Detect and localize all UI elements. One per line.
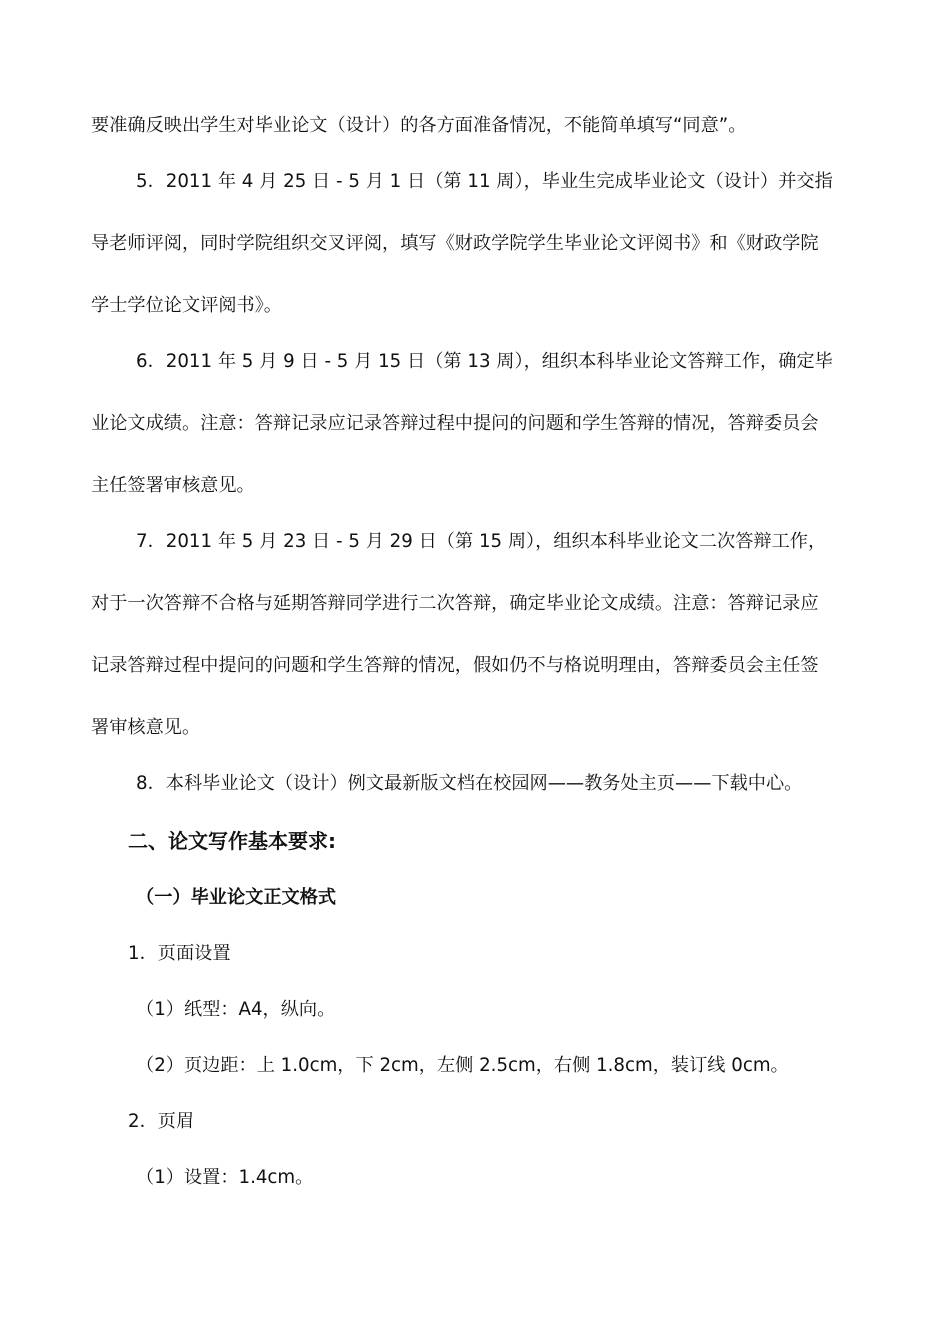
paragraph-6-line-2: 业论文成绩。注意：答辩记录应记录答辩过程中提问的问题和学生答辩的情况，答辩委员会 xyxy=(91,413,819,434)
paragraph-7-line-1: 7．2011 年 5 月 23 日 - 5 月 29 日（第 15 周），组织本科毕业论文二次答辩工作， xyxy=(136,531,827,552)
paragraph-6-line-3: 主任签署审核意见。 xyxy=(91,475,255,496)
paragraph-7-line-3: 记录答辩过程中提问的问题和学生答辩的情况，假如仍不与格说明理由，答辩委员会主任签 xyxy=(91,655,819,676)
item-margins: （2）页边距：上 1.0cm，下 2cm，左侧 2.5cm，右侧 1.8cm，装订线 0cm。 xyxy=(136,1055,789,1076)
item-paper-type: （1）纸型：A4，纵向。 xyxy=(136,999,336,1020)
item-page-setup-title: 1．页面设置 xyxy=(128,943,231,964)
paragraph-6-line-1: 6．2011 年 5 月 9 日 - 5 月 15 日（第 13 周），组织本科毕业论文答辩工作，确定毕 xyxy=(136,351,833,372)
paragraph-8: 8．本科毕业论文（设计）例文最新版文档在校园网——教务处主页——下载中心。 xyxy=(136,773,803,794)
section-heading: 二、论文写作基本要求: xyxy=(128,829,336,853)
subsection-heading: （一）毕业论文正文格式 xyxy=(136,887,337,908)
paragraph-7-line-4: 署审核意见。 xyxy=(91,717,201,738)
paragraph-4-tail: 要准确反映出学生对毕业论文（设计）的各方面准备情况，不能简单填写“同意”。 xyxy=(91,115,747,136)
item-header-title: 2．页眉 xyxy=(128,1111,195,1132)
paragraph-5-line-2: 导老师评阅，同时学院组织交叉评阅，填写《财政学院学生毕业论文评阅书》和《财政学院 xyxy=(91,233,819,254)
item-header-setting: （1）设置：1.4cm。 xyxy=(136,1167,314,1188)
paragraph-7-line-2: 对于一次答辩不合格与延期答辩同学进行二次答辩，确定毕业论文成绩。注意：答辩记录应 xyxy=(91,593,819,614)
paragraph-5-line-3: 学士学位论文评阅书》。 xyxy=(91,295,282,316)
paragraph-5-line-1: 5．2011 年 4 月 25 日 - 5 月 1 日（第 11 周），毕业生完成毕业论文（设计）并交指 xyxy=(136,171,833,192)
